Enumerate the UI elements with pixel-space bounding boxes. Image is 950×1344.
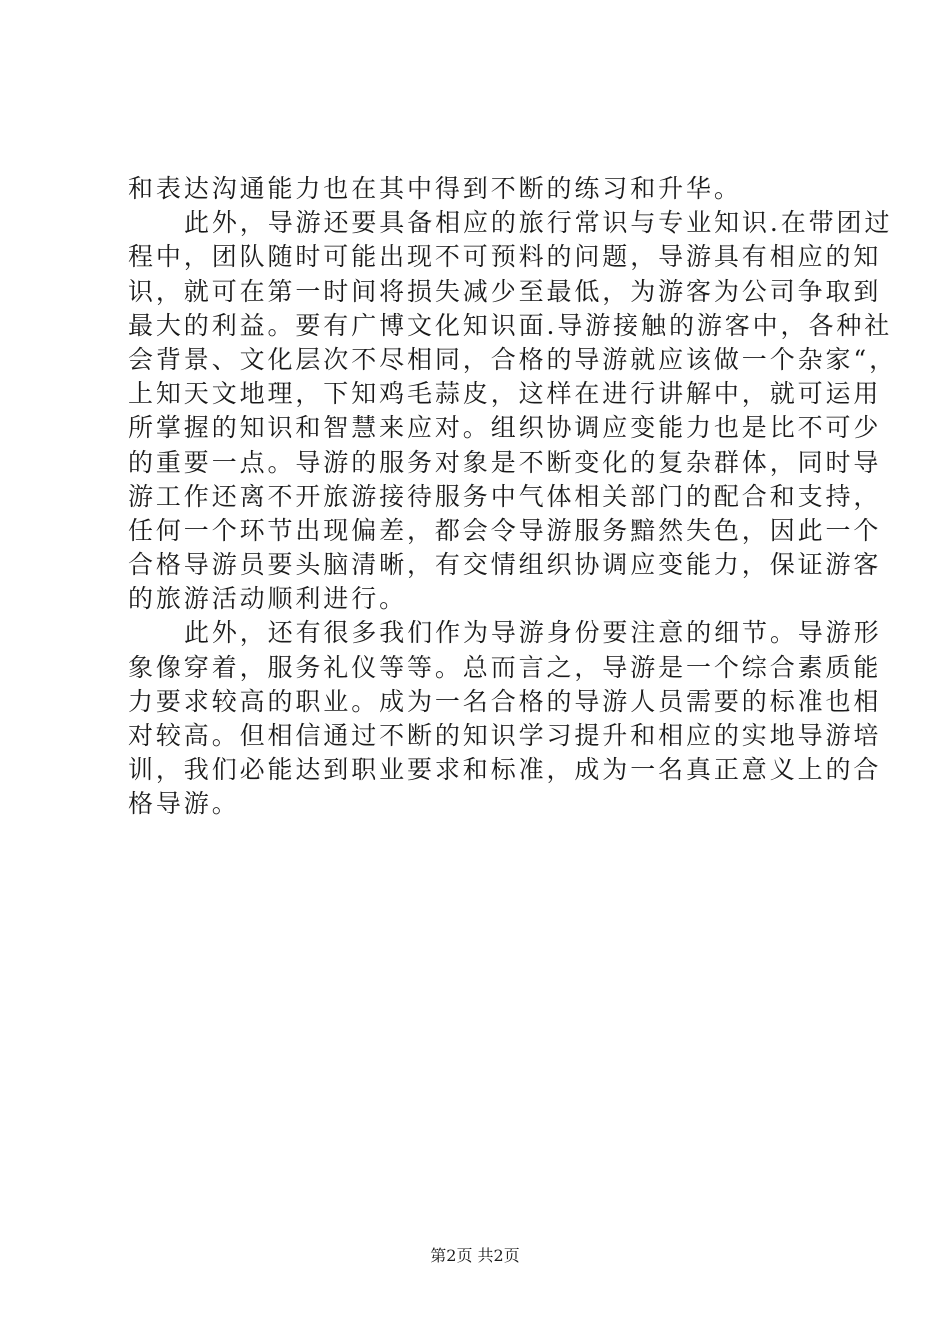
text-line: 识，就可在第一时间将损失减少至最低，为游客为公司争取到	[128, 276, 882, 306]
text-line: 游工作还离不开旅游接待服务中气体相关部门的配合和支持，	[128, 481, 882, 511]
text-line: 任何一个环节出现偏差，都会令导游服务黯然失色，因此一个	[128, 515, 882, 545]
text-line: 格导游。	[128, 789, 240, 819]
text-line: 的重要一点。导游的服务对象是不断变化的复杂群体，同时导	[128, 447, 882, 477]
text-line: 的旅游活动顺利进行。	[128, 584, 408, 614]
text-line: 和表达沟通能力也在其中得到不断的练习和升华。	[128, 174, 742, 203]
page-number-footer: 第2页 共2页	[430, 1246, 520, 1265]
text-line: 所掌握的知识和智慧来应对。组织协调应变能力也是比不可少	[128, 413, 882, 443]
text-line: 象像穿着，服务礼仪等等。总而言之，导游是一个综合素质能	[128, 652, 882, 682]
paragraph-start-line: 此外，还有很多我们作为导游身份要注意的细节。导游形	[184, 618, 882, 648]
document-body	[128, 172, 897, 822]
text-line: 上知天文地理，下知鸡毛蒜皮，这样在进行讲解中，就可运用	[128, 379, 882, 409]
text-line: 会背景、文化层次不尽相同，合格的导游就应该做一个杂家“，	[128, 344, 897, 374]
text-line: 最大的利益。要有广博文化知识面.导游接触的游客中，各种社	[128, 310, 893, 340]
text-line: 合格导游员要头脑清晰，有交情组织协调应变能力，保证游客	[128, 550, 882, 580]
paragraph-start-line: 此外，导游还要具备相应的旅行常识与专业知识.在带团过	[184, 208, 893, 238]
text-line: 对较高。但相信通过不断的知识学习提升和相应的实地导游培	[128, 721, 882, 750]
text-line: 力要求较高的职业。成为一名合格的导游人员需要的标准也相	[128, 686, 882, 716]
text-line: 程中，团队随时可能出现不可预料的问题，导游具有相应的知	[128, 242, 882, 272]
text-line: 训，我们必能达到职业要求和标准，成为一名真正意义上的合	[128, 755, 882, 785]
